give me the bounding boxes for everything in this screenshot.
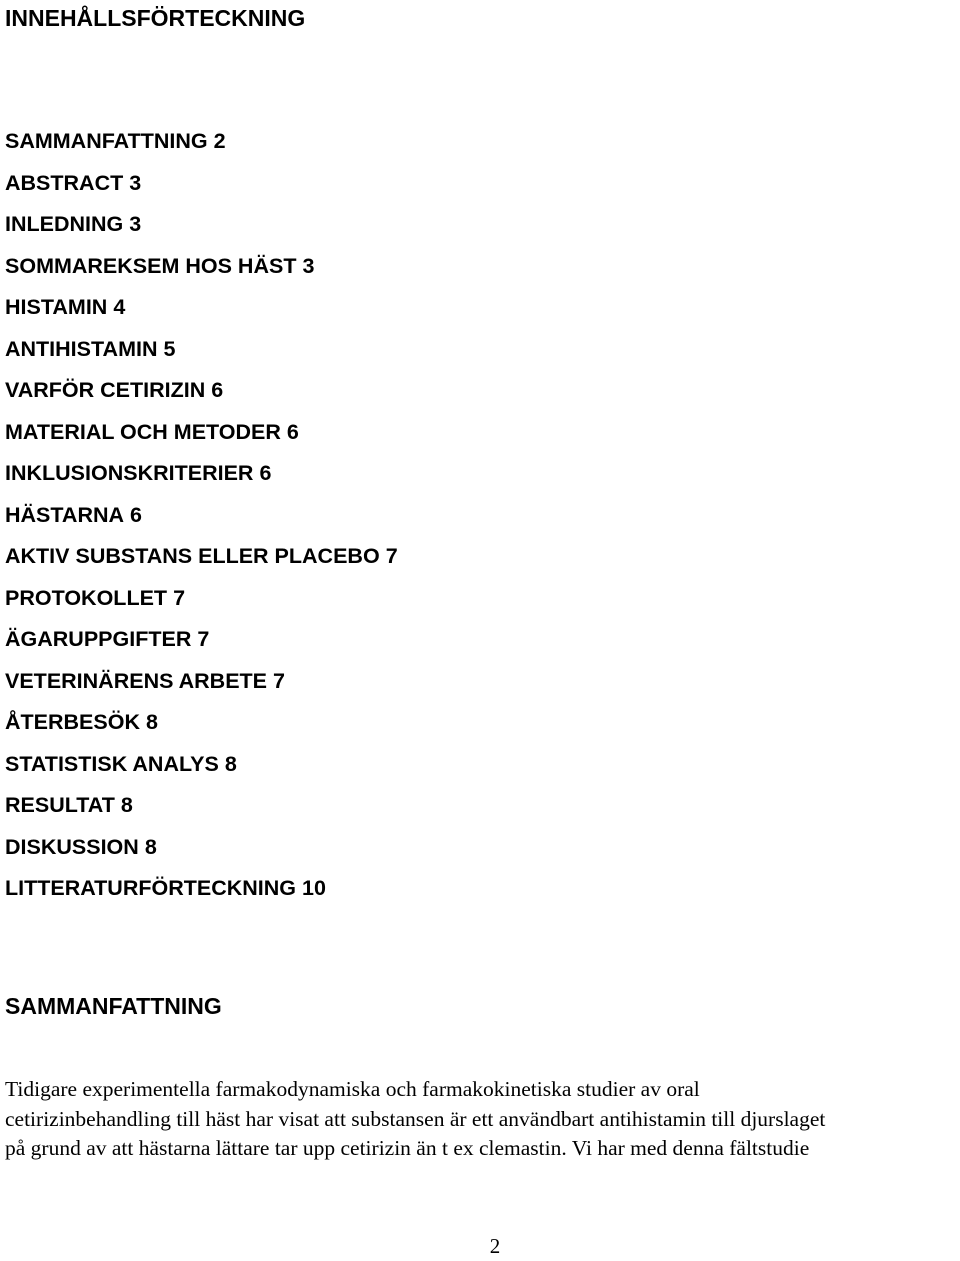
toc-entry-histamin — [5, 293, 398, 335]
toc-entry-page: 6 — [211, 378, 224, 402]
toc-entry-statistisk-analys — [5, 750, 398, 792]
section-heading-sammanfattning: SAMMANFATTNING — [5, 993, 222, 1019]
toc-entry-material-och-metoder — [5, 418, 398, 460]
toc-entry-diskussion — [5, 833, 398, 875]
toc-entry-label: DISKUSSION — [5, 834, 139, 859]
toc-entry-label: STATISTISK ANALYS — [5, 751, 219, 776]
toc-entry-agaruppgifter — [5, 625, 398, 667]
toc-entry-page: 8 — [120, 793, 133, 817]
toc-entry-page: 3 — [129, 212, 142, 236]
toc-entry-inklusionskriterier — [5, 459, 398, 501]
toc-entry-label: SAMMANFATTNING — [5, 129, 208, 153]
toc-entry-page: 7 — [197, 627, 210, 651]
toc-entry-label: ABSTRACT — [5, 170, 124, 195]
toc-entry-page: 4 — [113, 295, 126, 319]
toc-entry-page: 6 — [286, 419, 299, 444]
toc-entry-varfor-cetirizin — [5, 376, 398, 418]
toc-entry-page: 7 — [385, 544, 398, 568]
toc-entry-aterbesok — [5, 708, 398, 750]
toc-entry-page: 3 — [129, 170, 142, 195]
toc-entry-inledning — [5, 210, 398, 252]
toc-entry-label: HÄSTARNA — [5, 502, 125, 527]
toc-entry-page: 5 — [163, 336, 176, 361]
toc-entry-aktiv-substans — [5, 542, 398, 584]
toc-entry-abstract — [5, 169, 398, 211]
toc-entry-label: AKTIV SUBSTANS ELLER PLACEBO — [5, 544, 380, 568]
toc-entry-page: 3 — [302, 253, 315, 278]
toc-entry-label: RESULTAT — [5, 793, 115, 817]
toc-entry-resultat — [5, 791, 398, 833]
toc-entry-label: INKLUSIONSKRITERIER — [5, 461, 254, 485]
toc-entry-page: 6 — [259, 461, 272, 485]
toc-entry-veterinarens-arbete — [5, 667, 398, 709]
toc-entry-page: 8 — [224, 751, 237, 776]
paragraph-line: Tidigare experimentella farmakodynamiska och farmakokinetiska studier av oral — [5, 1077, 700, 1101]
table-of-contents — [5, 127, 398, 916]
toc-entry-label: ÅTERBESÖK — [5, 710, 140, 734]
page-number: 2 — [489, 1234, 501, 1258]
toc-entry-sammanfattning — [5, 127, 398, 169]
toc-entry-label: LITTERATURFÖRTECKNING — [5, 876, 297, 900]
toc-entry-antihistamin — [5, 335, 398, 377]
toc-entry-page: 10 — [302, 876, 326, 900]
toc-entry-page: 8 — [145, 710, 158, 734]
paragraph-line: cetirizinbehandling till häst har visat att substansen är ett användbart antihistamin till djurslaget — [5, 1106, 826, 1131]
toc-entry-page: 2 — [213, 129, 226, 153]
toc-entry-label: ANTIHISTAMIN — [5, 336, 158, 361]
toc-entry-hastarna — [5, 501, 398, 543]
toc-entry-label: VETERINÄRENS ARBETE — [5, 668, 268, 693]
toc-entry-label: INLEDNING — [5, 212, 124, 236]
toc-entry-label: MATERIAL OCH METODER — [5, 419, 281, 444]
toc-entry-page: 7 — [273, 668, 285, 693]
toc-entry-page: 6 — [130, 502, 143, 527]
toc-entry-sommareksem — [5, 252, 398, 294]
toc-entry-label: HISTAMIN — [5, 295, 108, 319]
toc-entry-litteraturforteckning — [5, 874, 398, 916]
toc-entry-label: PROTOKOLLET — [5, 585, 168, 610]
toc-title: INNEHÅLLSFÖRTECKNING — [5, 5, 306, 31]
paragraph-line: på grund av att hästarna lättare tar upp cetirizin än t ex clemastin. Vi har med denna fältstudie — [5, 1136, 810, 1160]
summary-paragraph — [5, 1075, 960, 1164]
toc-entry-protokollet — [5, 584, 398, 626]
toc-entry-label: ÄGARUPPGIFTER — [5, 627, 192, 651]
toc-entry-page: 7 — [173, 585, 186, 610]
toc-entry-label: SOMMAREKSEM HOS HÄST — [5, 253, 297, 278]
toc-entry-page: 8 — [144, 834, 157, 859]
toc-entry-label: VARFÖR CETIRIZIN — [5, 378, 206, 402]
